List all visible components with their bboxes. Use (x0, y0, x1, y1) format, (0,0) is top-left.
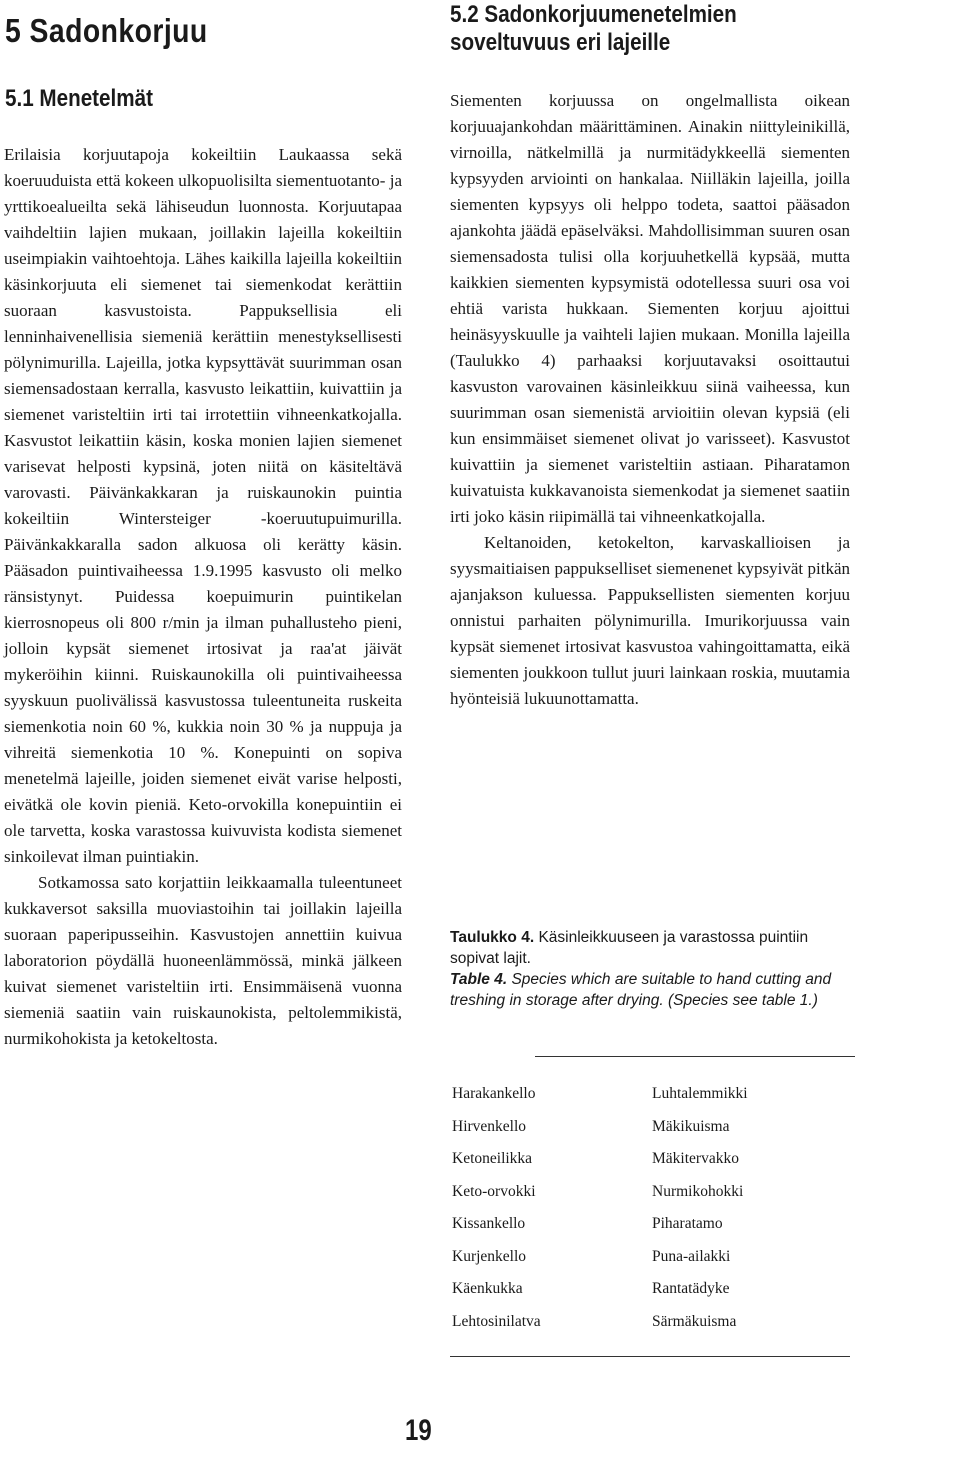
species-column-2 (652, 1082, 748, 1342)
table-top-rule (535, 1056, 855, 1057)
left-paragraph-1: Erilaisia korjuutapoja kokeiltiin Laukaassa sekä koeruuduista että kokeen ulkopuolisilta siementuotanto- ja yrttikoealueilta sekä lähiseudun luonnosta. Korjuutapaa vaihdeltiin lajien mukaan, joillakin lajeilla kokeiltiin useimpiakin vaihtoehtoja. Lähes kaikilla lajeilla kokeiltiin käsinkorjuuta eli siemenet tai siemenkodat kerättiin suoraan kasvustoista. Pappuksellisia eli lenninhaivenellisia siemeniä kerättiin menestyksellisesti pölynimurilla. Lajeilla, jotka kypsyttävät suurimman osan siemensadostaan kerralla, kasvusto leikattiin, kuivattiin ja siemenet varisteltiin irti tai irrotettiin vihneenkatkojalla. Kasvustot leikattiin käsin, koska monien lajien siemenet varisevat helposti kypsinä, joten niitä on käsiteltävä varovasti. Päivänkakkaran ja ruiskaunokin puintia kokeiltiin Wintersteiger -koeruutupuimurilla. Päivänkakkaralla sadon alkuosa oli kerätty käsin. Pääsadon puintivaiheessa 1.9.1995 kasvusto oli melko ränsistynyt. Puidessa koepuimurin puintikelan kierrosnopeus oli 800 r/min ja ilman puhallusteho pieni, jolloin kypsät siemenet irtosivat ja raa'at jäivät mykeröihin kiinni. Ruiskaunokilla oli puintivaiheessa syyskuun puolivälissä kasvustossa tuleentuneita ruskeita siemenkotia noin 60 %, kukkia noin 30 % ja nuppuja ja vihreitä siemenkotia 10 %. Konepuinti on sopiva menetelmä lajeille, joiden siemenet eivät varise helposti, eivätkä ole kovin pieniä. Keto-orvokilla konepuintiin ei ole tarvetta, koska varastossa kuivuvista kodista siemenet sinkoilevat ilman puintiakin. (4, 145, 402, 866)
table-cell: Mäkikuisma (652, 1117, 730, 1135)
table-cell: Lehtosinilatva (452, 1312, 541, 1330)
table-bottom-rule (450, 1356, 850, 1357)
left-paragraph-2: Sotkamossa sato korjattiin leikkaamalla tuleentuneet kukkaversot saksilla muoviastoihin tai joillakin lajeilla suoraan paperipusseihin. Kasvustojen annettiin kuivua laboratorion pöydällä huoneenlämmössä, minkä jälkeen kuivat siemenet varisteltiin irti. Ensimmäisenä vuonna siemeniä saatiin vain ruiskaunokista, peltolemmikistä, nurmikohokista ja ketokeltosta. (4, 873, 402, 1048)
table-caption (450, 927, 850, 1011)
table-cell: Kurjenkello (452, 1247, 527, 1265)
left-column (4, 142, 402, 1052)
table-cell: Käenkukka (452, 1280, 523, 1297)
table-cell: Puna-ailakki (652, 1247, 731, 1265)
table-cell: Harakankello (452, 1085, 536, 1102)
caption-en-label: Table 4. (450, 971, 508, 988)
caption-fi-text: Käsinleikkuuseen ja varastossa puintiin sopivat lajit. (450, 929, 809, 967)
caption-fi-label: Taulukko 4. (450, 929, 535, 946)
table-cell: Mäkitervakko (652, 1150, 739, 1167)
table-cell: Luhtalemmikki (652, 1085, 748, 1102)
page-number: 19 (405, 1414, 432, 1447)
section-5-1-heading: 5.1 Menetelmät (5, 85, 153, 112)
section-5-2-heading-line2: soveltuvuus eri lajeille (450, 29, 671, 56)
species-column-1 (452, 1082, 541, 1342)
table-cell: Nurmikohokki (652, 1182, 744, 1200)
table-cell: Ketoneilikka (452, 1150, 533, 1167)
table-cell: Keto-orvokki (452, 1182, 536, 1200)
right-paragraph-1: Siementen korjuussa on ongelmallista oikean korjuuajankohdan määrittäminen. Ainakin niittyleinikillä, virnoilla, nätkelmillä ja nurmitädykkeellä siementen kypsyyden arviointi on hankalaa. Niilläkin lajeilla, joilla siementen kypsyys oli helppo todeta, saattoi pääsadon ajankohta jäädä epäselväksi. Mahdollisimman suuren osan siemensadosta tulisi olla korjuuhetkellä kypsää, mutta kaikkien siementen kypsymistä odotellessa suuri osa voi ehtiä varista hukkaan. Siementen korjuu ajoittui heinäsyyskuulle ja vaihteli lajien mukaan. Monilla lajeilla (Taulukko 4) parhaaksi korjuutavaksi osoittautui kasvuston varovainen käsinleikkuu siinä vaiheessa, kun suurimman osan siemenistä arvioitiin olevan kypsiä (eli kun ensimmäiset siemenet olivat jo varisseet). Kasvustot kuivattiin ja siemenet varisteltiin astiaan. Piharatamon kuivatuista kukkavanoista siemenkodat ja siemenet saatiin irti joko käsin riipimällä tai vihneenkatkojalla. (450, 91, 850, 526)
section-5-2-heading-line1: 5.2 Sadonkorjuumenetelmien (450, 1, 737, 28)
chapter-heading: 5 Sadonkorjuu (5, 12, 208, 49)
table-cell: Rantatädyke (652, 1280, 730, 1297)
caption-en-text: Species which are suitable to hand cutting and treshing in storage after drying. (Species see table 1.) (450, 971, 832, 1009)
table-cell: Hirvenkello (452, 1117, 527, 1135)
table-cell: Särmäkuisma (652, 1312, 737, 1330)
right-column (450, 88, 850, 712)
table-cell: Piharatamo (652, 1215, 723, 1232)
right-paragraph-2: Keltanoiden, ketokelton, karvaskallioisen ja syysmaitiaisen pappukselliset siemenenet kypsyivät pitkän ajanjakson kuluessa. Pappuksellisten siementen korjuu onnistui parhaiten pölynimurilla. Imurikorjuussa vain kypsät siemenet irtosivat kasvustoa vahingoittamatta, eikä siementen joukkoon tullut juuri lainkaan roskia, muutamia hyönteisiä lukuunottamatta. (450, 533, 850, 708)
table-cell: Kissankello (452, 1215, 526, 1232)
